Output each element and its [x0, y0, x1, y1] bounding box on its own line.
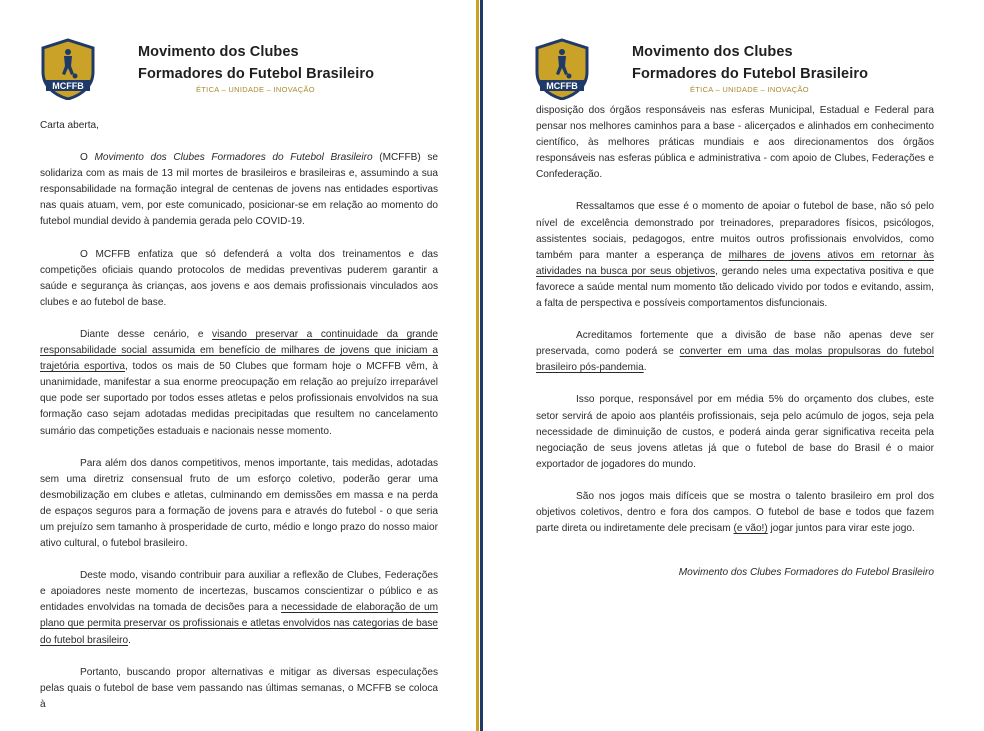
paragraph: disposição dos órgãos responsáveis nas esferas Municipal, Estadual e Federal para pensar nos melhores caminhos para a base - alicerçados e alinhados em conhecimento científico, às melhores práticas mundiais e aos direcionamentos dos órgãos responsáveis nas esferas pública e administrativa - com apoio de Clubes, Federações e Confederação.	[536, 105, 934, 181]
tagline: ÉTICA – UNIDADE – INOVAÇÃO	[690, 85, 809, 94]
paragraph: Para além dos danos competitivos, menos importante, tais medidas, adotadas sem uma diretriz consensual fruto de um esforço coletivo, poderão gerar uma desmobilização em clubes e atletas, culminando em demissões em massa e na perda de espaços seguros para a formação de jovens para e através do futebol - o que seria um prejuízo sem tamanho à prosperidade de curto, médio e longo prazo do nosso maior ativo cultural, o futebol brasileiro.	[40, 457, 438, 550]
underlined-text: necessidade de elaboração de um plano que permita preservar os profissionais e atletas envolvidos nas categorias de base do futebol brasileiro	[40, 602, 438, 646]
paragraph: O MCFFB enfatiza que só defenderá a volta dos treinamentos e das competições oficiais quando protocolos de medidas preventivas puderem garantir a saúde e segurança às crianças, aos jovens e aos demais profissionais vinculados aos clubes e ao futebol de base.	[40, 248, 438, 308]
paragraph: São nos jogos mais difíceis que se mostra o talento brasileiro em prol dos objetivos coletivos, dentro e fora dos campos. O futebol de base e todos que fazem parte direta ou indiretamente dele precisam (e vão!) jogar juntos para virar este jogo.	[536, 490, 934, 535]
letter-body	[40, 118, 438, 729]
org-name-line-2: Formadores do Futebol Brasileiro	[138, 66, 375, 82]
page-divider-gold	[476, 0, 479, 731]
letter-page-2	[484, 0, 984, 731]
paragraph: O Movimento dos Clubes Formadores do Futebol Brasileiro (MCFFB) se solidariza com as mais de 13 mil mortes de brasileiros e brasileiras e, assumindo a sua responsabilidade na formação integral de centenas de jovens nas entidades esportivas nas quais atuam, vem, por este comunicado, posicionar-se em relação ao momento do futebol mundial devido à pandemia gerada pelo COVID-19.	[40, 152, 438, 228]
greeting: Carta aberta,	[40, 120, 99, 131]
paragraph: Isso porque, responsável por em média 5% do orçamento dos clubes, este setor servirá de apoio aos plantéis profissionais, seja pelo acúmulo de jogos, seja pela necessidade de diminuição de custos, e poderá ainda gerar significativa receita pela negociação de seus jovens atletas já que o futebol de base do Brasil é o maior exportador de jogadores do mundo.	[536, 394, 934, 470]
paragraph: Deste modo, visando contribuir para auxiliar a reflexão de Clubes, Federações e apoiadores neste momento de incertezas, buscamos conscientizar o público e as entidades envolvidas na tomada de decisões para a necessidade de elaboração de um plano que permita preservar os profissionais e atletas envolvidos nas categorias de base do futebol brasileiro.	[40, 570, 438, 646]
underlined-text: visando preservar a continuidade da grande responsabilidade social assumida em benefício de milhares de jovens que iniciam a trajetória esportiva	[40, 328, 438, 373]
signature: Movimento dos Clubes Formadores do Futebol Brasileiro	[678, 567, 934, 579]
paragraph: Portanto, buscando propor alternativas e mitigar as diversas especulações pelas quais o futebol de base vem passando nas últimas semanas, o MCFFB se coloca à	[40, 666, 438, 710]
page-divider-navy	[480, 0, 483, 731]
letterhead	[534, 38, 954, 102]
org-name-line-1: Movimento dos Clubes	[632, 44, 793, 60]
underlined-text: converter em uma das molas propulsoras do futebol brasileiro pós-pandemia	[536, 346, 934, 374]
svg-text:MCFFB: MCFFB	[546, 81, 578, 91]
letter-body	[536, 103, 934, 597]
tagline: ÉTICA – UNIDADE – INOVAÇÃO	[196, 85, 315, 94]
mcffb-shield-logo	[534, 38, 590, 100]
paragraph: Diante desse cenário, e visando preservar a continuidade da grande responsabilidade social assumida em benefício de milhares de jovens que iniciam a trajetória esportiva, todos os mais de 50 Clubes que formam hoje o MCFFB vêm, à unanimidade, manifestar a sua enorme preocupação em relação ao prejuízo irreparável que pode ser suportado por todos esses atletas e pelos profissionais envolvidos na sua formação caso sejam adotadas medidas precipitadas que resultem no cancelamento sumário das competições estaduais e nacionais nesse momento.	[40, 328, 438, 437]
org-name-line-2: Formadores do Futebol Brasileiro	[632, 66, 869, 82]
paragraph: Acreditamos fortemente que a divisão de base não apenas deve ser preservada, como poderá se converter em uma das molas propulsoras do futebol brasileiro pós-pandemia.	[536, 330, 934, 374]
underlined-text: milhares de jovens ativos em retornar às atividades na busca por seus objetivos	[536, 249, 934, 277]
org-name-line-1: Movimento dos Clubes	[138, 44, 299, 60]
letter-page-1	[0, 0, 476, 731]
letterhead	[40, 38, 460, 102]
svg-text:MCFFB: MCFFB	[52, 81, 84, 91]
underlined-text: (e vão!)	[733, 523, 768, 535]
mcffb-shield-logo	[40, 38, 96, 100]
paragraph: Ressaltamos que esse é o momento de apoiar o futebol de base, não só pelo nível de excelência demonstrado por treinadores, preparadores físicos, psicólogos, assistentes sociais, pedagogos, entre muitos outros profissionais envolvidos, como também para manter a esperança de milhares de jovens ativos em retornar às atividades na busca por seus objetivos, gerando neles uma expectativa positiva e que favorece a saúde mental num momento tão delicado vivido por todos e evitando, assim, a falta de perspectiva e possíveis comportamentos disfuncionais.	[536, 201, 934, 310]
